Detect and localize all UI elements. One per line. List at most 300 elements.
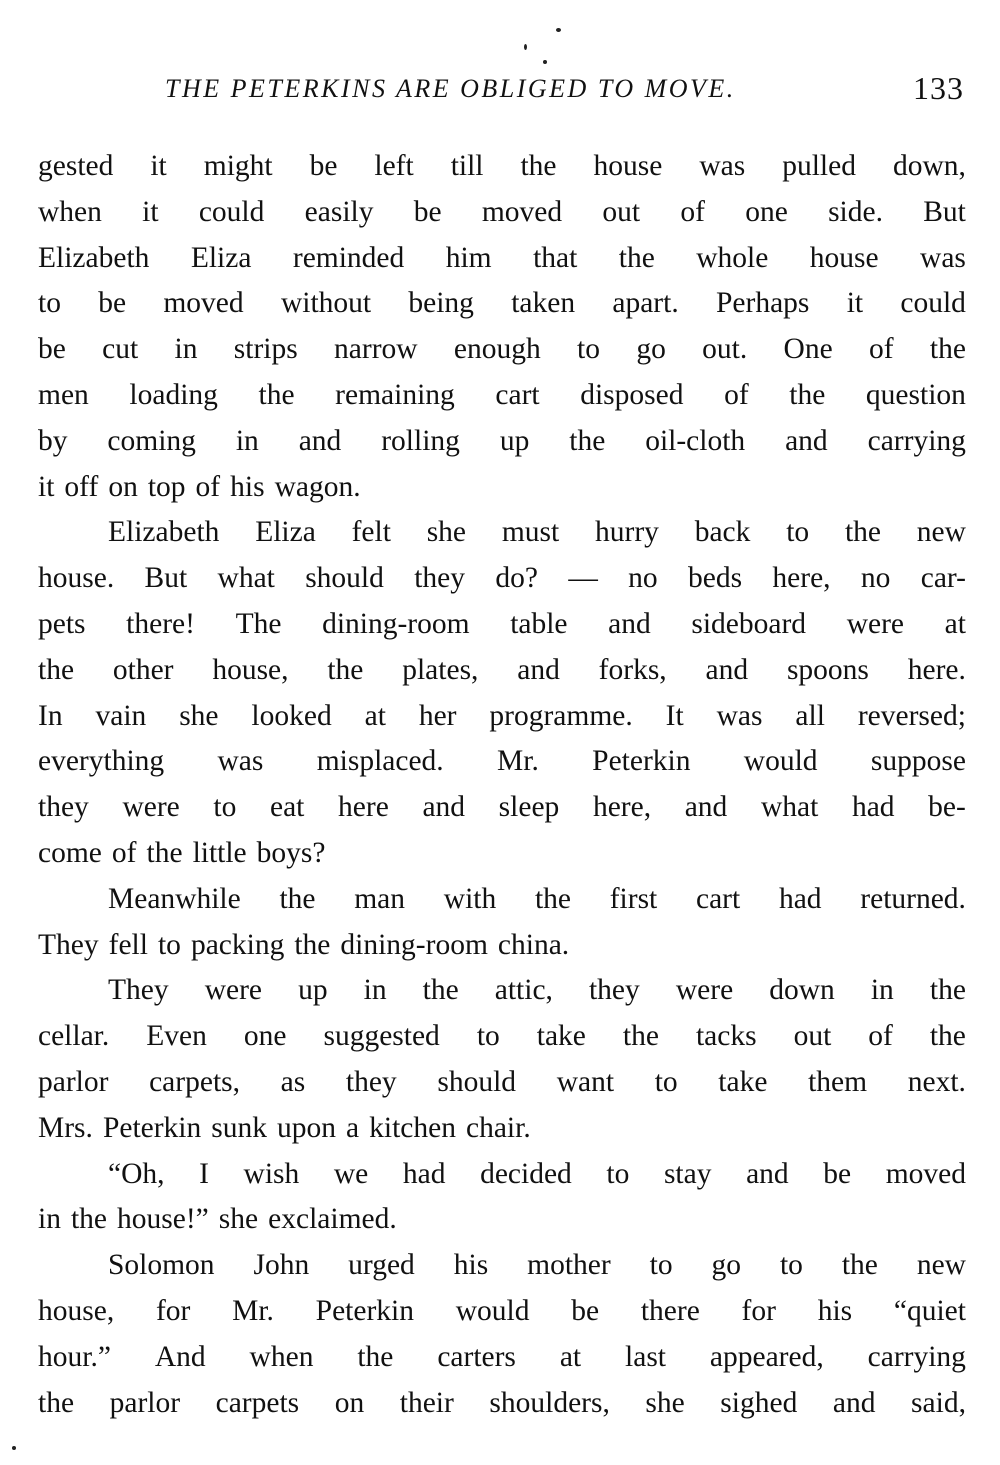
word: at — [944, 607, 966, 640]
word: gested — [38, 150, 114, 182]
word: other — [112, 653, 174, 686]
word: be — [38, 333, 66, 366]
word: in — [174, 333, 198, 366]
word: down — [769, 974, 835, 1007]
word: felt — [351, 516, 391, 549]
word: disposed — [580, 378, 684, 411]
word: it — [142, 195, 159, 228]
text-line — [38, 373, 966, 419]
word: of — [724, 378, 749, 411]
word: men — [38, 378, 89, 411]
word: it — [846, 287, 864, 320]
word: house. — [38, 562, 115, 595]
word: she — [426, 516, 467, 549]
word: in — [363, 974, 387, 1007]
word: spoons — [786, 653, 869, 686]
word: to — [476, 1020, 500, 1053]
word: packing — [190, 928, 285, 961]
word: when — [38, 195, 102, 228]
word: house — [809, 241, 879, 274]
word: a — [346, 1111, 360, 1144]
text-line — [38, 1106, 966, 1152]
body-text — [38, 144, 966, 1426]
word: remaining — [335, 378, 455, 411]
word: on — [334, 1386, 365, 1419]
word: suppose — [870, 745, 966, 778]
word: house, — [212, 653, 289, 686]
word: down, — [892, 150, 966, 182]
word: of — [195, 470, 221, 503]
word: — — [568, 562, 598, 595]
word: had — [851, 791, 895, 824]
word: here, — [592, 791, 652, 824]
word: the — [789, 378, 826, 411]
word: man — [354, 882, 406, 915]
ink-speck — [556, 28, 561, 32]
word: vain — [95, 699, 147, 732]
word: no — [860, 562, 891, 595]
word: come — [38, 836, 102, 869]
text-line — [38, 877, 966, 923]
word: house — [593, 150, 663, 182]
word: be — [571, 1294, 600, 1327]
word: It — [665, 699, 684, 732]
word: urged — [348, 1249, 415, 1282]
word: the — [622, 1020, 659, 1053]
word: they — [588, 974, 640, 1007]
word: him — [445, 241, 492, 274]
word: exclaimed. — [268, 1203, 397, 1236]
text-line — [38, 1014, 966, 1060]
word: could — [900, 287, 966, 320]
text-line — [38, 419, 966, 465]
word: cut — [102, 333, 139, 366]
word: to — [577, 333, 600, 366]
text-line — [38, 785, 966, 831]
word: kitchen — [369, 1111, 456, 1144]
word: carpets, — [149, 1065, 240, 1098]
word: would — [743, 745, 818, 778]
word: the — [294, 928, 331, 961]
word: table — [510, 607, 568, 640]
word: everything — [38, 745, 165, 778]
ink-speck — [12, 1446, 16, 1450]
word: Mr. — [497, 745, 539, 778]
word: what — [217, 562, 275, 595]
word: the — [327, 653, 364, 686]
word: sideboard — [691, 607, 807, 640]
word: boys? — [256, 836, 326, 869]
word: the — [258, 378, 295, 411]
word: she — [179, 699, 219, 732]
word: to — [654, 1065, 678, 1098]
word: new — [916, 1249, 966, 1282]
word: beds — [688, 562, 743, 595]
word: John — [253, 1249, 310, 1282]
word: the — [841, 1249, 878, 1282]
word: first — [609, 882, 658, 915]
ink-speck — [543, 60, 547, 64]
word: should — [437, 1065, 517, 1098]
word: house, — [38, 1294, 115, 1327]
word: Peterkin — [592, 745, 691, 778]
word: up — [298, 974, 328, 1007]
word: whole — [696, 241, 769, 274]
text-line — [38, 648, 966, 694]
word: to — [606, 1157, 630, 1190]
word: little — [192, 836, 247, 869]
text-line — [38, 1197, 966, 1243]
text-line — [38, 327, 966, 373]
word: One — [783, 333, 833, 366]
ink-speck — [524, 44, 527, 50]
word: to — [779, 1249, 803, 1282]
word: for — [155, 1294, 191, 1327]
word: hour.” — [38, 1340, 111, 1373]
text-line — [38, 1152, 966, 1198]
text-line — [38, 739, 966, 785]
word: his — [817, 1294, 853, 1327]
word: the — [929, 1020, 966, 1053]
word: Meanwhile — [108, 882, 241, 915]
word: in — [235, 424, 259, 457]
word: suggested — [323, 1020, 440, 1053]
running-head — [38, 70, 964, 114]
word: taken — [511, 287, 576, 320]
word: misplaced. — [316, 745, 444, 778]
word: back — [694, 516, 751, 549]
word: forks, — [598, 653, 667, 686]
word: she — [218, 1203, 259, 1236]
word: appeared, — [709, 1340, 824, 1373]
word: the — [38, 653, 75, 686]
word: But — [923, 195, 966, 228]
word: eat — [270, 791, 305, 824]
word: the — [422, 974, 459, 1007]
word: and — [746, 1157, 789, 1190]
word: the — [279, 882, 316, 915]
word: Eliza — [190, 241, 252, 274]
running-title: THE PETERKINS ARE OBLIGED TO MOVE. — [165, 74, 736, 103]
word: and — [298, 424, 342, 457]
word: hurry — [595, 516, 659, 549]
word: she — [645, 1386, 685, 1419]
word: car- — [920, 562, 966, 595]
text-line — [38, 144, 966, 190]
word: carters — [437, 1340, 516, 1373]
word: Mr. — [232, 1294, 274, 1327]
word: should — [305, 562, 384, 595]
word: question — [865, 378, 966, 411]
word: one — [243, 1020, 287, 1053]
word: reversed; — [857, 699, 966, 732]
text-line — [38, 1243, 966, 1289]
word: was — [716, 699, 763, 732]
word: mother — [527, 1249, 611, 1282]
word: take — [536, 1020, 586, 1053]
word: here, — [772, 562, 831, 595]
word: But — [144, 562, 188, 595]
word: to — [157, 928, 181, 961]
word: narrow — [334, 333, 418, 366]
word: and — [517, 653, 560, 686]
word: they — [345, 1065, 397, 1098]
word: as — [280, 1065, 306, 1098]
word: in — [870, 974, 894, 1007]
word: were — [846, 607, 905, 640]
word: dining-room — [322, 607, 470, 640]
page-number: 133 — [913, 70, 964, 106]
word: would — [455, 1294, 530, 1327]
word: be- — [928, 791, 966, 824]
word: pets — [38, 607, 86, 640]
word: of — [868, 1020, 893, 1053]
word: the — [929, 333, 966, 366]
word: on — [108, 470, 138, 503]
word: and — [684, 791, 728, 824]
word: In — [38, 699, 63, 732]
word: sighed — [720, 1386, 798, 1419]
word: upon — [277, 1111, 337, 1144]
word: out. — [702, 333, 748, 366]
word: without — [280, 287, 372, 320]
word: Elizabeth — [108, 516, 220, 549]
word: sleep — [498, 791, 560, 824]
word: “Oh, — [108, 1157, 165, 1190]
word: off — [64, 470, 99, 503]
word: and — [705, 653, 749, 686]
word: their — [399, 1386, 454, 1419]
word: here. — [907, 653, 966, 686]
word: be — [309, 150, 338, 182]
word: there — [640, 1294, 700, 1327]
word: stay — [663, 1157, 712, 1190]
text-line — [38, 602, 966, 648]
word: in — [38, 1203, 61, 1236]
word: wagon. — [274, 470, 361, 503]
word: the — [38, 1386, 75, 1419]
word: no — [628, 562, 658, 595]
word: we — [333, 1157, 369, 1190]
word: attic, — [494, 974, 553, 1007]
word: parlor — [38, 1065, 109, 1098]
text-line — [38, 510, 966, 556]
word: to — [649, 1249, 673, 1282]
word: new — [916, 516, 966, 549]
word: cellar. — [38, 1020, 110, 1053]
word: want — [556, 1065, 615, 1098]
word: had — [402, 1157, 446, 1190]
word: had — [778, 882, 822, 915]
word: up — [499, 424, 530, 457]
word: looked — [251, 699, 332, 732]
word: and — [608, 607, 651, 640]
word: they — [414, 562, 466, 595]
word: there! — [126, 607, 195, 640]
word: left — [374, 150, 414, 182]
text-line — [38, 968, 966, 1014]
text-line — [38, 556, 966, 602]
word: the — [70, 1203, 108, 1236]
word: of — [868, 333, 894, 366]
word: one — [745, 195, 788, 228]
word: at — [364, 699, 386, 732]
word: parlor — [109, 1386, 181, 1419]
word: cart — [696, 882, 741, 915]
word: be — [98, 287, 127, 320]
word: were — [122, 791, 180, 824]
word: pulled — [782, 150, 856, 182]
word: And — [154, 1340, 206, 1373]
word: when — [249, 1340, 314, 1373]
word: might — [203, 150, 273, 182]
word: the — [569, 424, 606, 457]
word: sunk — [211, 1111, 267, 1144]
word: the — [357, 1340, 394, 1373]
word: moved — [481, 195, 563, 228]
word: tacks — [695, 1020, 757, 1053]
word: were — [675, 974, 734, 1007]
word: They — [38, 928, 99, 961]
word: of — [111, 836, 137, 869]
word: fell — [108, 928, 148, 961]
word: The — [235, 607, 282, 640]
word: plates, — [402, 653, 479, 686]
text-line — [38, 465, 966, 511]
word: here — [338, 791, 389, 824]
word: programme. — [489, 699, 633, 732]
word: it — [38, 470, 55, 503]
word: They — [108, 974, 169, 1007]
word: was — [699, 150, 746, 182]
text-line — [38, 1289, 966, 1335]
word: and — [422, 791, 466, 824]
word: was — [920, 241, 966, 274]
word: enough — [453, 333, 541, 366]
word: oil-cloth — [645, 424, 746, 457]
word: said, — [911, 1386, 966, 1419]
word: chair. — [466, 1111, 531, 1144]
word: be — [413, 195, 442, 228]
text-line — [38, 923, 966, 969]
word: being — [408, 287, 474, 320]
word: them — [808, 1065, 868, 1098]
word: could — [198, 195, 265, 228]
word: moved — [163, 287, 244, 320]
word: for — [741, 1294, 776, 1327]
text-line — [38, 694, 966, 740]
text-line — [38, 190, 966, 236]
word: were — [204, 974, 263, 1007]
word: last — [625, 1340, 666, 1373]
word: at — [559, 1340, 582, 1373]
word: wish — [243, 1157, 300, 1190]
word: his — [453, 1249, 489, 1282]
word: Mrs. — [38, 1111, 93, 1144]
word: her — [418, 699, 457, 732]
word: I — [199, 1157, 209, 1190]
word: and — [832, 1386, 876, 1419]
word: it — [150, 150, 167, 182]
word: rolling — [381, 424, 460, 457]
word: coming — [107, 424, 196, 457]
word: “quiet — [893, 1294, 966, 1327]
word: carrying — [867, 424, 966, 457]
word: apart. — [612, 287, 679, 320]
word: Eliza — [255, 516, 316, 549]
text-line — [38, 1335, 966, 1381]
word: cart — [495, 378, 540, 411]
text-line — [38, 1060, 966, 1106]
word: the — [929, 974, 966, 1007]
word: and — [785, 424, 828, 457]
word: they — [38, 791, 89, 824]
word: Solomon — [108, 1249, 215, 1282]
word: with — [443, 882, 497, 915]
word: shoulders, — [489, 1386, 610, 1419]
word: must — [501, 516, 560, 549]
word: loading — [129, 378, 218, 411]
word: china. — [497, 928, 570, 961]
word: of — [680, 195, 705, 228]
word: decided — [480, 1157, 572, 1190]
word: Peterkin — [315, 1294, 414, 1327]
word: house!” — [117, 1203, 209, 1236]
word: the — [520, 150, 557, 182]
word: the — [618, 241, 655, 274]
word: reminded — [292, 241, 405, 274]
word: the — [534, 882, 571, 915]
word: top — [147, 470, 186, 503]
word: strips — [233, 333, 298, 366]
word: easily — [304, 195, 374, 228]
word: what — [760, 791, 819, 824]
word: carrying — [867, 1340, 966, 1373]
word: next. — [907, 1065, 966, 1098]
text-line — [38, 831, 966, 877]
word: go — [636, 333, 666, 366]
word: till — [450, 150, 484, 182]
word: the — [146, 836, 183, 869]
word: moved — [885, 1157, 966, 1190]
word: Peterkin — [102, 1111, 202, 1144]
text-line — [38, 236, 966, 282]
text-line — [38, 1381, 966, 1427]
word: to — [38, 287, 61, 320]
word: side. — [828, 195, 883, 228]
word: Elizabeth — [38, 241, 150, 274]
word: was — [217, 745, 264, 778]
word: carpets — [215, 1386, 300, 1419]
word: to — [786, 516, 810, 549]
word: by — [38, 424, 68, 457]
word: do? — [495, 562, 538, 595]
word: dining-room — [340, 928, 488, 961]
word: all — [795, 699, 825, 732]
text-line — [38, 281, 966, 327]
word: be — [823, 1157, 852, 1190]
word: out — [602, 195, 641, 228]
word: that — [533, 241, 578, 274]
word: take — [718, 1065, 768, 1098]
word: out — [793, 1020, 832, 1053]
word: his — [230, 470, 265, 503]
word: the — [844, 516, 881, 549]
word: returned. — [860, 882, 966, 915]
word: Even — [146, 1020, 207, 1053]
word: Perhaps — [716, 287, 810, 320]
word: go — [711, 1249, 742, 1282]
